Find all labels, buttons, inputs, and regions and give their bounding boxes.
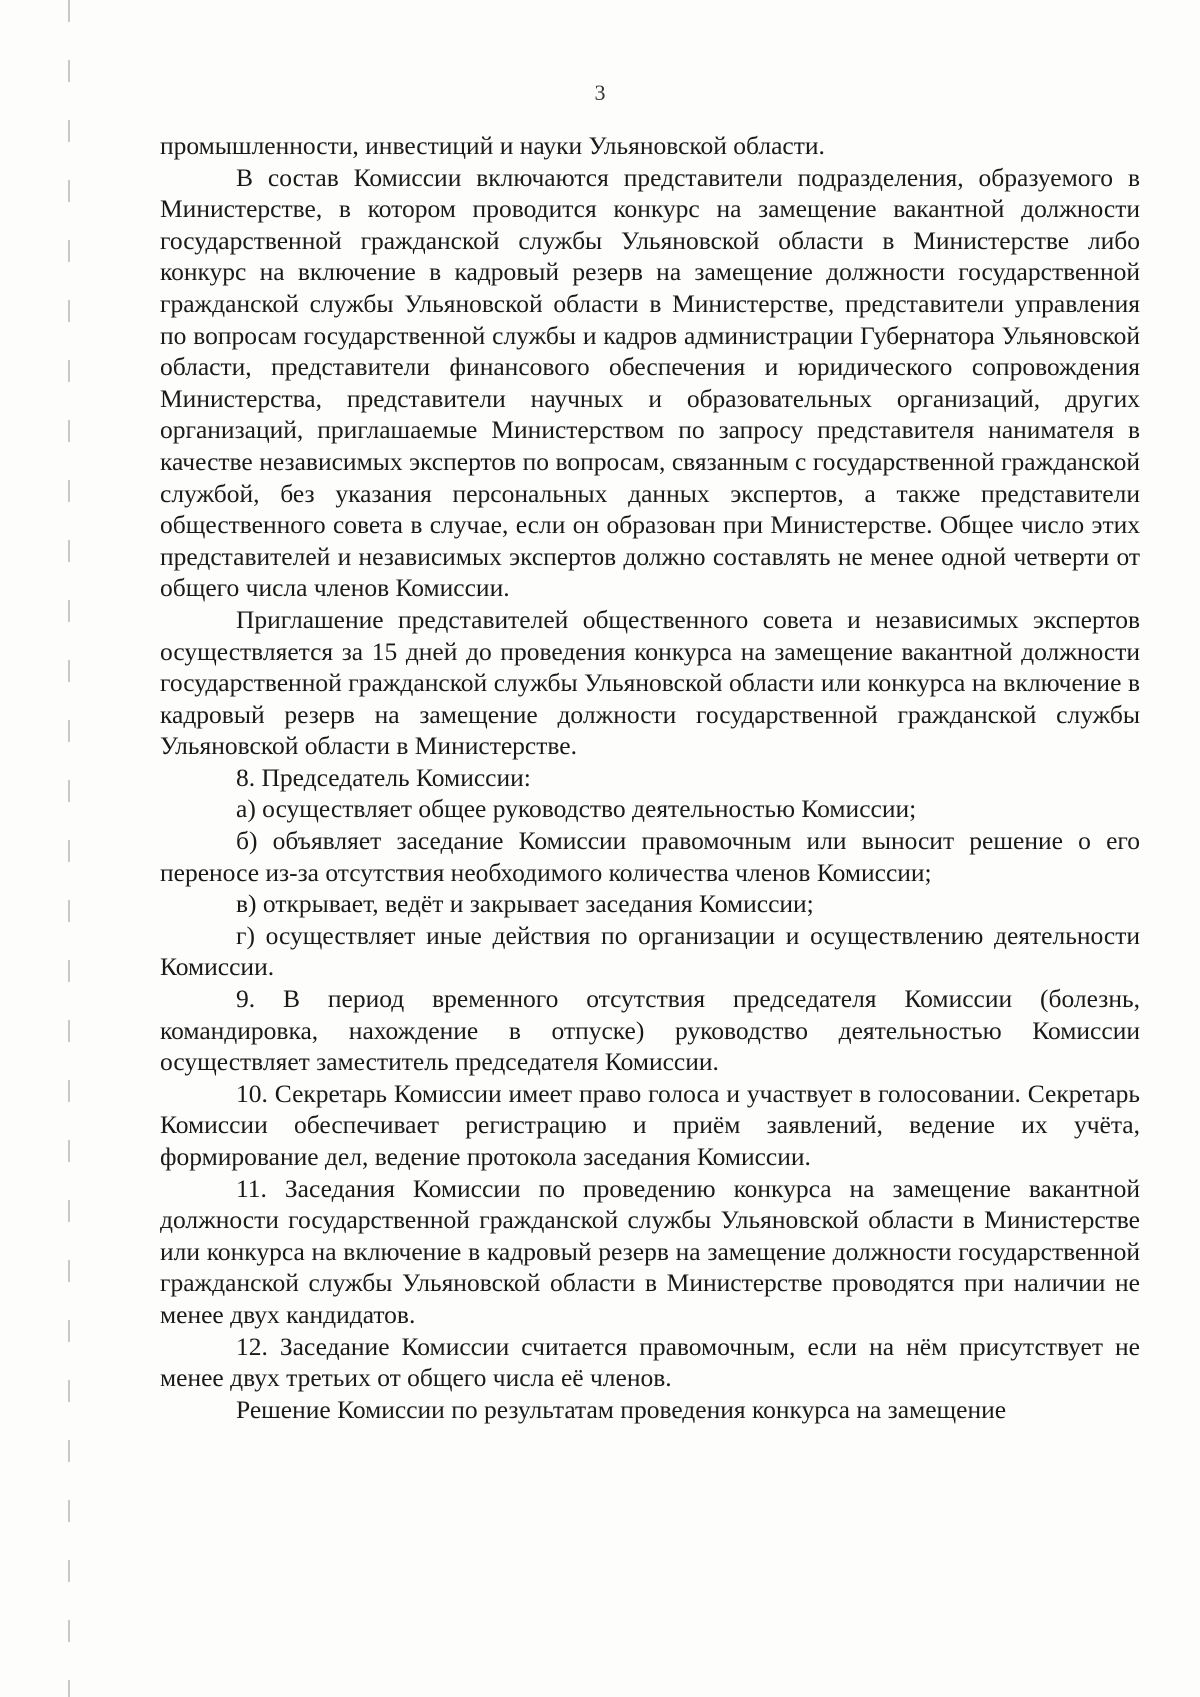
paragraph-continuation: промышленности, инвестиций и науки Ульяновской области. (160, 131, 825, 160)
paragraph-item-9: 9. В период временного отсутствия председателя Комиссии (болезнь, командировка, нахождение в отпуске) руководство деятельностью Комиссии осуществляет заместитель председателя Комиссии. (160, 984, 1140, 1077)
paragraph-item-11: 11. Заседания Комиссии по проведению конкурса на замещение вакантной должности государственной гражданской службы Ульяновской области в Министерстве или конкурса на включение в кадровый резерв на замещение должности государственной гражданской службы Ульяновской области в Министерстве проводятся при наличии не менее двух кандидатов. (160, 1173, 1140, 1329)
paragraph-item-8-chairman: 8. Председатель Комиссии: (236, 762, 531, 792)
page-number: 3 (594, 80, 606, 105)
paragraph-item-8c: в) открывает, ведёт и закрывает заседания Комиссии; (236, 889, 814, 919)
document-body (160, 130, 1140, 1425)
paragraph-commission-decision: Решение Комиссии по результатам проведения конкурса на замещение (236, 1394, 1007, 1424)
paragraph-item-8b: б) объявляет заседание Комиссии правомочным или выносит решение о его переносе из-за отсутствия необходимого количества членов Комиссии; (160, 826, 1140, 887)
paragraph-expert-invitation: Приглашение представителей общественного совета и независимых экспертов осуществляется за 15 дней до проведения конкурса на замещение вакантной должности государственной гражданской службы Ульяновской области или конкурса на включение в кадровый резерв на замещение должности государственной гражданской службы Ульяновской области в Министерстве. (160, 604, 1140, 761)
paragraph-item-10: 10. Секретарь Комиссии имеет право голоса и участвует в голосовании. Секретарь Комиссии обеспечивает регистрацию и приём заявлений, ведение их учёта, формирование дел, ведение протокола заседания Комиссии. (160, 1078, 1140, 1171)
paragraph-item-8d: г) осуществляет иные действия по организации и осуществлению деятельности Комиссии. (160, 920, 1140, 982)
paragraph-item-12: 12. Заседание Комиссии считается правомочным, если на нём присутствует не менее двух третьих от общего числа её членов. (160, 1331, 1140, 1393)
paragraph-item-8a: а) осуществляет общее руководство деятельностью Комиссии; (236, 794, 917, 824)
paragraph-commission-composition: В состав Комиссии включаются представители подразделения, образуемого в Министерстве, в котором проводится конкурс на замещение вакантной должности государственной гражданской службы Ульяновской области в Министерстве либо конкурс на включение в кадровый резерв на замещение должности государственной гражданской службы Ульяновской области в Министерстве, представители управления по вопросам государственной службы и кадров администрации Губернатора Ульяновской области, представители финансового обеспечения и юридического сопровождения Министерства, представители научных и образовательных организаций, других организаций, приглашаемые Министерством по запросу представителя нанимателя в качестве независимых экспертов по вопросам, связанным с государственной гражданской службой, без указания персональных данных экспертов, а также представители общественного совета в случае, если он образован при Министерстве. Общее число этих представителей и независимых экспертов должно составлять не менее одной четверти от общего числа членов Комиссии. (160, 162, 1140, 603)
scan-edge-mark (68, 0, 70, 1697)
